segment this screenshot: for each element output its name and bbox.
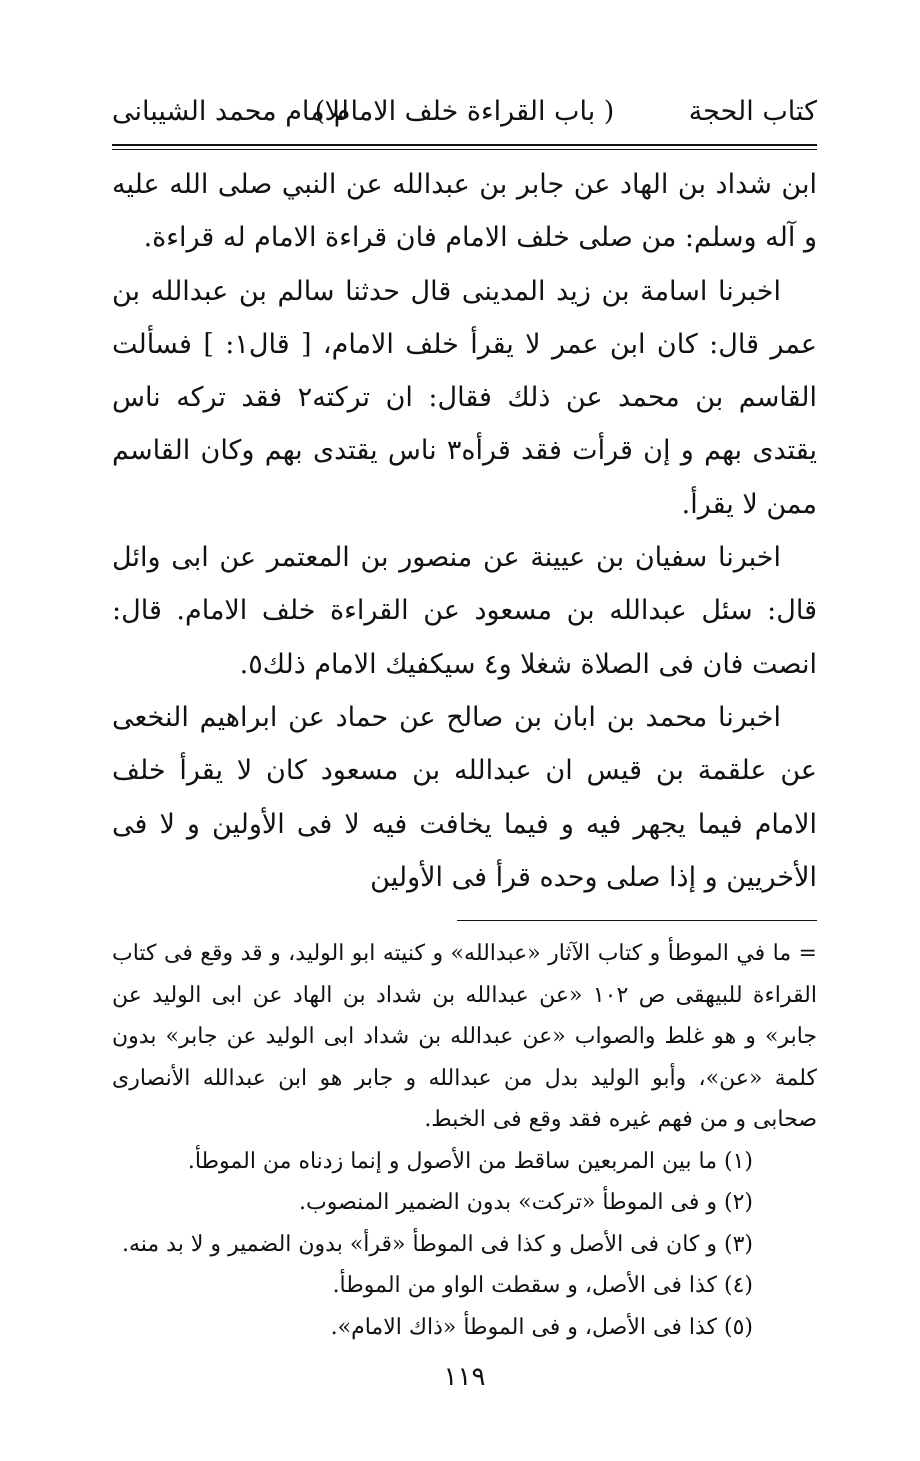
footnote: (١) ما بين المربعين ساقط من الأصول و إنما زدناه من الموطأ. xyxy=(187,1148,753,1174)
header-book-title: كتاب الحجة xyxy=(688,96,817,127)
paragraph: اخبرنا اسامة بن زيد المدينى قال حدثنا سالم بن عبدالله بن عمر قال: كان ابن عمر لا يقرأ خلف الامام، [ قال١: ] فسألت القاسم بن محمد عن ذلك فقال: ان تركته٢ فقد تركه ناس يقتدى بهم و إن قرأت فقد قرأه٣ ناس يقتدى بهم وكان القاسم ممن لا يقرأ. xyxy=(112,275,817,520)
header-rule-thin xyxy=(112,149,817,150)
main-text xyxy=(112,158,817,904)
header-chapter-title: ( باب القراءة خلف الامام ) xyxy=(314,96,615,127)
document-page xyxy=(112,92,817,1392)
header-rule-thick xyxy=(112,144,817,146)
footnote-continuation: = ما في الموطأ و كتاب الآثار «عبدالله» و كنيته ابو الوليد، و قد وقع فى كتاب القراءة للبيهقى ص ١٠٢ «عن عبدالله بن شداد بن الهاد عن ابى الوليد عن جابر» و هو غلط والصواب «عن عبدالله بن شداد ابى الوليد عن جابر» بدون كلمة «عن»، وأبو الوليد بدل من عبدالله و جابر هو ابن عبدالله الأنصارى صحابى و من فهم غيره فقد وقع فى الخبط. xyxy=(112,941,817,1133)
footnotes xyxy=(112,933,817,1348)
footnote: (٤) كذا فى الأصل، و سقطت الواو من الموطأ. xyxy=(332,1273,753,1299)
running-header xyxy=(112,92,817,138)
footnote-separator xyxy=(457,920,817,921)
page-number: ١١٩ xyxy=(443,1362,486,1393)
paragraph: ابن شداد بن الهاد عن جابر بن عبدالله عن النبي صلى الله عليه و آله وسلم: من صلى خلف الامام فان قراءة الامام له قراءة. xyxy=(112,169,817,254)
footnote: (٣) و كان فى الأصل و كذا فى الموطأ «قرأ» بدون الضمير و لا بد منه. xyxy=(121,1231,753,1257)
footnote: (٢) و فى الموطأ «تركت» بدون الضمير المنصوب. xyxy=(299,1190,753,1216)
footnote: (٥) كذا فى الأصل، و فى الموطأ «ذاك الامام». xyxy=(330,1314,753,1340)
header-author: للامام محمد الشيبانى xyxy=(112,96,349,127)
paragraph: اخبرنا محمد بن ابان بن صالح عن حماد عن ابراهيم النخعى عن علقمة بن قيس ان عبدالله بن مسعود كان لا يقرأ خلف الامام فيما يجهر فيه و فيما يخافت فيه لا فى الأولين و لا فى الأخريين و إذا صلى وحده قرأ فى الأولين xyxy=(112,701,817,893)
paragraph: اخبرنا سفيان بن عيينة عن منصور بن المعتمر عن ابى وائل قال: سئل عبدالله بن مسعود عن القراءة خلف الامام. قال: انصت فان فى الصلاة شغلا و٤ سيكفيك الامام ذلك٥. xyxy=(112,542,817,680)
